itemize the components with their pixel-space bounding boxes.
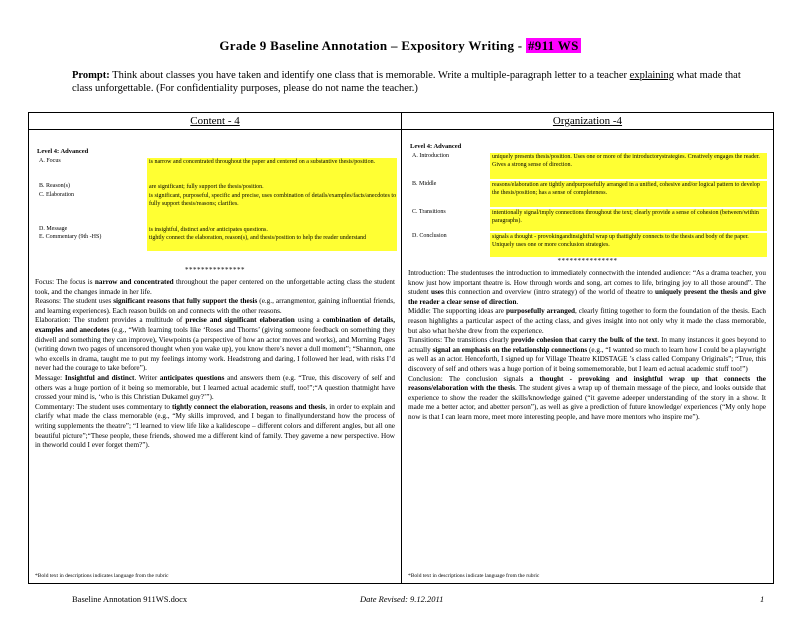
annotation-paragraph	[408, 375, 766, 423]
annotation-label: Middle:	[408, 307, 433, 316]
annotation-paragraph	[35, 403, 395, 451]
rubric-label: B. Middle	[412, 181, 437, 187]
rubric-label: D. Message	[39, 226, 68, 232]
content-heading: Content - 4	[29, 113, 401, 130]
rubric-descriptor: are significant; fully support the thesis/position.	[147, 183, 397, 192]
annotation-paragraph	[35, 374, 395, 403]
content-annotations	[35, 278, 395, 451]
annotation-paragraph	[408, 269, 766, 307]
annotation-text: The supporting ideas are purposefully arranged, clearly fitting together to form the foundation of the thesis. Each reason highlights a particular aspect of the acting class, and gives insight into not only why it made the class memorable, but also what he/she drew from the experience.	[408, 307, 766, 335]
rubric-descriptor: reasons/elaboration are tightly andpurposefully arranged in a unified, cohesive and/or logical pattern to develop the thesis/position; has a sense of completeness.	[490, 181, 767, 207]
content-column	[29, 113, 402, 583]
annotation-table	[28, 112, 774, 584]
annotation-label: Introduction:	[408, 269, 448, 277]
annotation-text: The student uses significant reasons that fully support the thesis (e.g., arrangmentor, gaining influential friends, and learning experiences). Each reason builds on and connects with the other reasons.	[35, 297, 395, 315]
prompt: Prompt: Think about classes you have taken and identify one class that is memorable. Write a multiple-paragraph letter to a teacher explaining what made that class unforgettable. (For confidentiality purposes, please do not name the teacher.)	[72, 70, 741, 94]
annotation-paragraph	[35, 297, 395, 316]
rubric-descriptor: is significant, purposeful, specific and precise, uses combination of details/examples/facts/anecdotes to fully support thesis/reasons; clarifies.	[147, 192, 397, 226]
organization-footnote: *Bold text in descriptions indicate language from the rubric	[408, 573, 540, 579]
rubric-label: C. Elaboration	[39, 192, 74, 198]
sample-id-highlight: #911 WS	[527, 38, 579, 53]
rubric-label: A. Focus	[39, 158, 61, 164]
content-stars: ***************	[185, 266, 245, 274]
rubric-descriptor: tightly connect the elaboration, reason(s), and thesis/position to help the reader understand	[147, 234, 397, 251]
organization-stars: ***************	[557, 257, 618, 265]
annotation-label: Conclusion:	[408, 374, 449, 383]
annotation-text: The transitions clearly provide cohesion that carry the bulk of the text. In many instances it goes beyond to actually signal an emphasis on the relationship connections (e.g., “I wanted so much to learn how I could be a playwright as well as an actor. Henceforth, I signed up for Village Theatre KIDSTAGE ’s class called Company Originals”; “True, this discovery of self and others was a huge portion of it being somememorable, but I learn ed actual academic stuff too!”)	[408, 336, 766, 373]
content-level: Level 4: Advanced	[37, 148, 89, 155]
annotation-label: Transitions:	[408, 336, 445, 345]
footer-filename: Baseline Annotation 911WS.docx	[72, 594, 188, 604]
annotation-label: Focus:	[35, 278, 57, 286]
rubric-descriptor: signals a thought - provokingandinsightful wrap up thattightly connects to the thesis and body of the paper. Uniquely uses one or more conclusion strategies.	[490, 233, 767, 257]
rubric-label: C. Transitions	[412, 209, 446, 215]
annotation-text: The student provides a multitude of precise and significant elaboration using a combination of details, examples and anecdotes (e.g., “With learning tools like ‘Roses and Thorns’ (giving someone feedback on something they didwell and something they can improve), Viewpoints (a perspective of how an actor moves and works), and Morning Pages (writing down two pages of uncensored thought when you wake up), you know there’s never a dull moment”; “Shannon, one who excells in drama, taught me to put my feelings intomy work. Headstrong and daring, I followed her lead, with risks I’d never had the courage to take before”).	[35, 316, 395, 373]
annotation-text: The studentuses the introduction to immediately connectwith the intended audience: “As a drama teacher, you know just how important theatre is. How through words and song, art comes to life, bringing joy to all those around”. The student uses this connection and overview (intro strategy) of the world of theatre to uniquely present the thesis and give the reader a clear sense of direction.	[408, 269, 766, 306]
annotation-paragraph	[408, 336, 766, 374]
footer-date: Date Revised: 9.12.2011	[360, 594, 444, 604]
organization-annotations	[408, 269, 766, 423]
rubric-label: B. Reason(s)	[39, 183, 70, 189]
annotation-label: Message:	[35, 373, 65, 382]
organization-heading: Organization -4	[402, 113, 773, 130]
annotation-paragraph	[35, 316, 395, 374]
rubric-label: A. Introduction	[412, 153, 449, 159]
content-footnote: *Bold text in descriptions indicates language from the rubric	[35, 573, 169, 579]
annotation-text: Insightful and distinct. Writer anticipates questions and answers them (e.g. “True, this discovery of self and others was a huge portion of it being so memorable, but I learned actual academic stuff, too!”;“A question thatmight have crossed your mind is, ‘who is this Christian Dukamel guy?’”).	[35, 373, 396, 402]
footer-page-number: 1	[760, 594, 765, 604]
rubric-label: D. Conclusion	[412, 233, 447, 239]
rubric-label: E. Commentary (9th -HS)	[39, 234, 102, 240]
rubric-descriptor: is insightful, distinct and/or anticipates questions.	[147, 226, 397, 235]
rubric-descriptor: is narrow and concentrated throughout the paper and centered on a substantive thesis/position.	[147, 158, 397, 183]
annotation-paragraph	[35, 278, 395, 297]
organization-level: Level 4: Advanced	[410, 143, 462, 150]
organization-column	[402, 113, 773, 583]
annotation-label: Commentary:	[35, 402, 77, 411]
annotation-text: The student uses commentary to tightly connect the elaboration, reasons and thesis, in order to explain and clarify what made the class memorable (e.g., “My skills improved, and I began to finallyunderstand how the process of writing supplements the theatre”; “I learned to view life like a kalidescope – different colors and different angles, but all one beautiful picture”;“These people, these friends, showed me a different kind of family. They gaveme a new perspective. How in theworld could I ever forget them?”).	[35, 402, 395, 450]
annotation-label: Elaboration:	[35, 316, 74, 325]
annotation-text: The focus is narrow and concentrated throughout the paper centered on the unforgettable acting class the student took, and the changes inmade in her life.	[35, 278, 395, 296]
annotation-text: The conclusion signals a thought - provoking and insightful wrap up that connects the reasons/elaboration with the thesis. The student gives a wrap up of themain message of the piece, and looks outside that experience to show the reader the skills/knowledge gained (“it gaveme adeeper understanding of the story in a show. It made me a better actor, and abetter person”), as well as give a prediction of future knowledge/ experiences (“My only hope now is that I can learn more, meet more interesting people, and have more mentors who inspire me”).	[408, 374, 766, 421]
annotation-paragraph	[408, 307, 766, 336]
rubric-descriptor: uniquely presents thesis/position. Uses one or more of the introductorystrategies. Creatively engages the reader. Gives a strong sense of direction.	[490, 153, 767, 179]
page-title: Grade 9 Baseline Annotation – Expository Writing - #911 WS	[219, 38, 579, 53]
annotation-label: Reasons:	[35, 297, 63, 306]
rubric-descriptor: intentionally signal/imply connections throughout the text; clearly provide a sense of cohesion (between/within paragraphs).	[490, 209, 767, 231]
